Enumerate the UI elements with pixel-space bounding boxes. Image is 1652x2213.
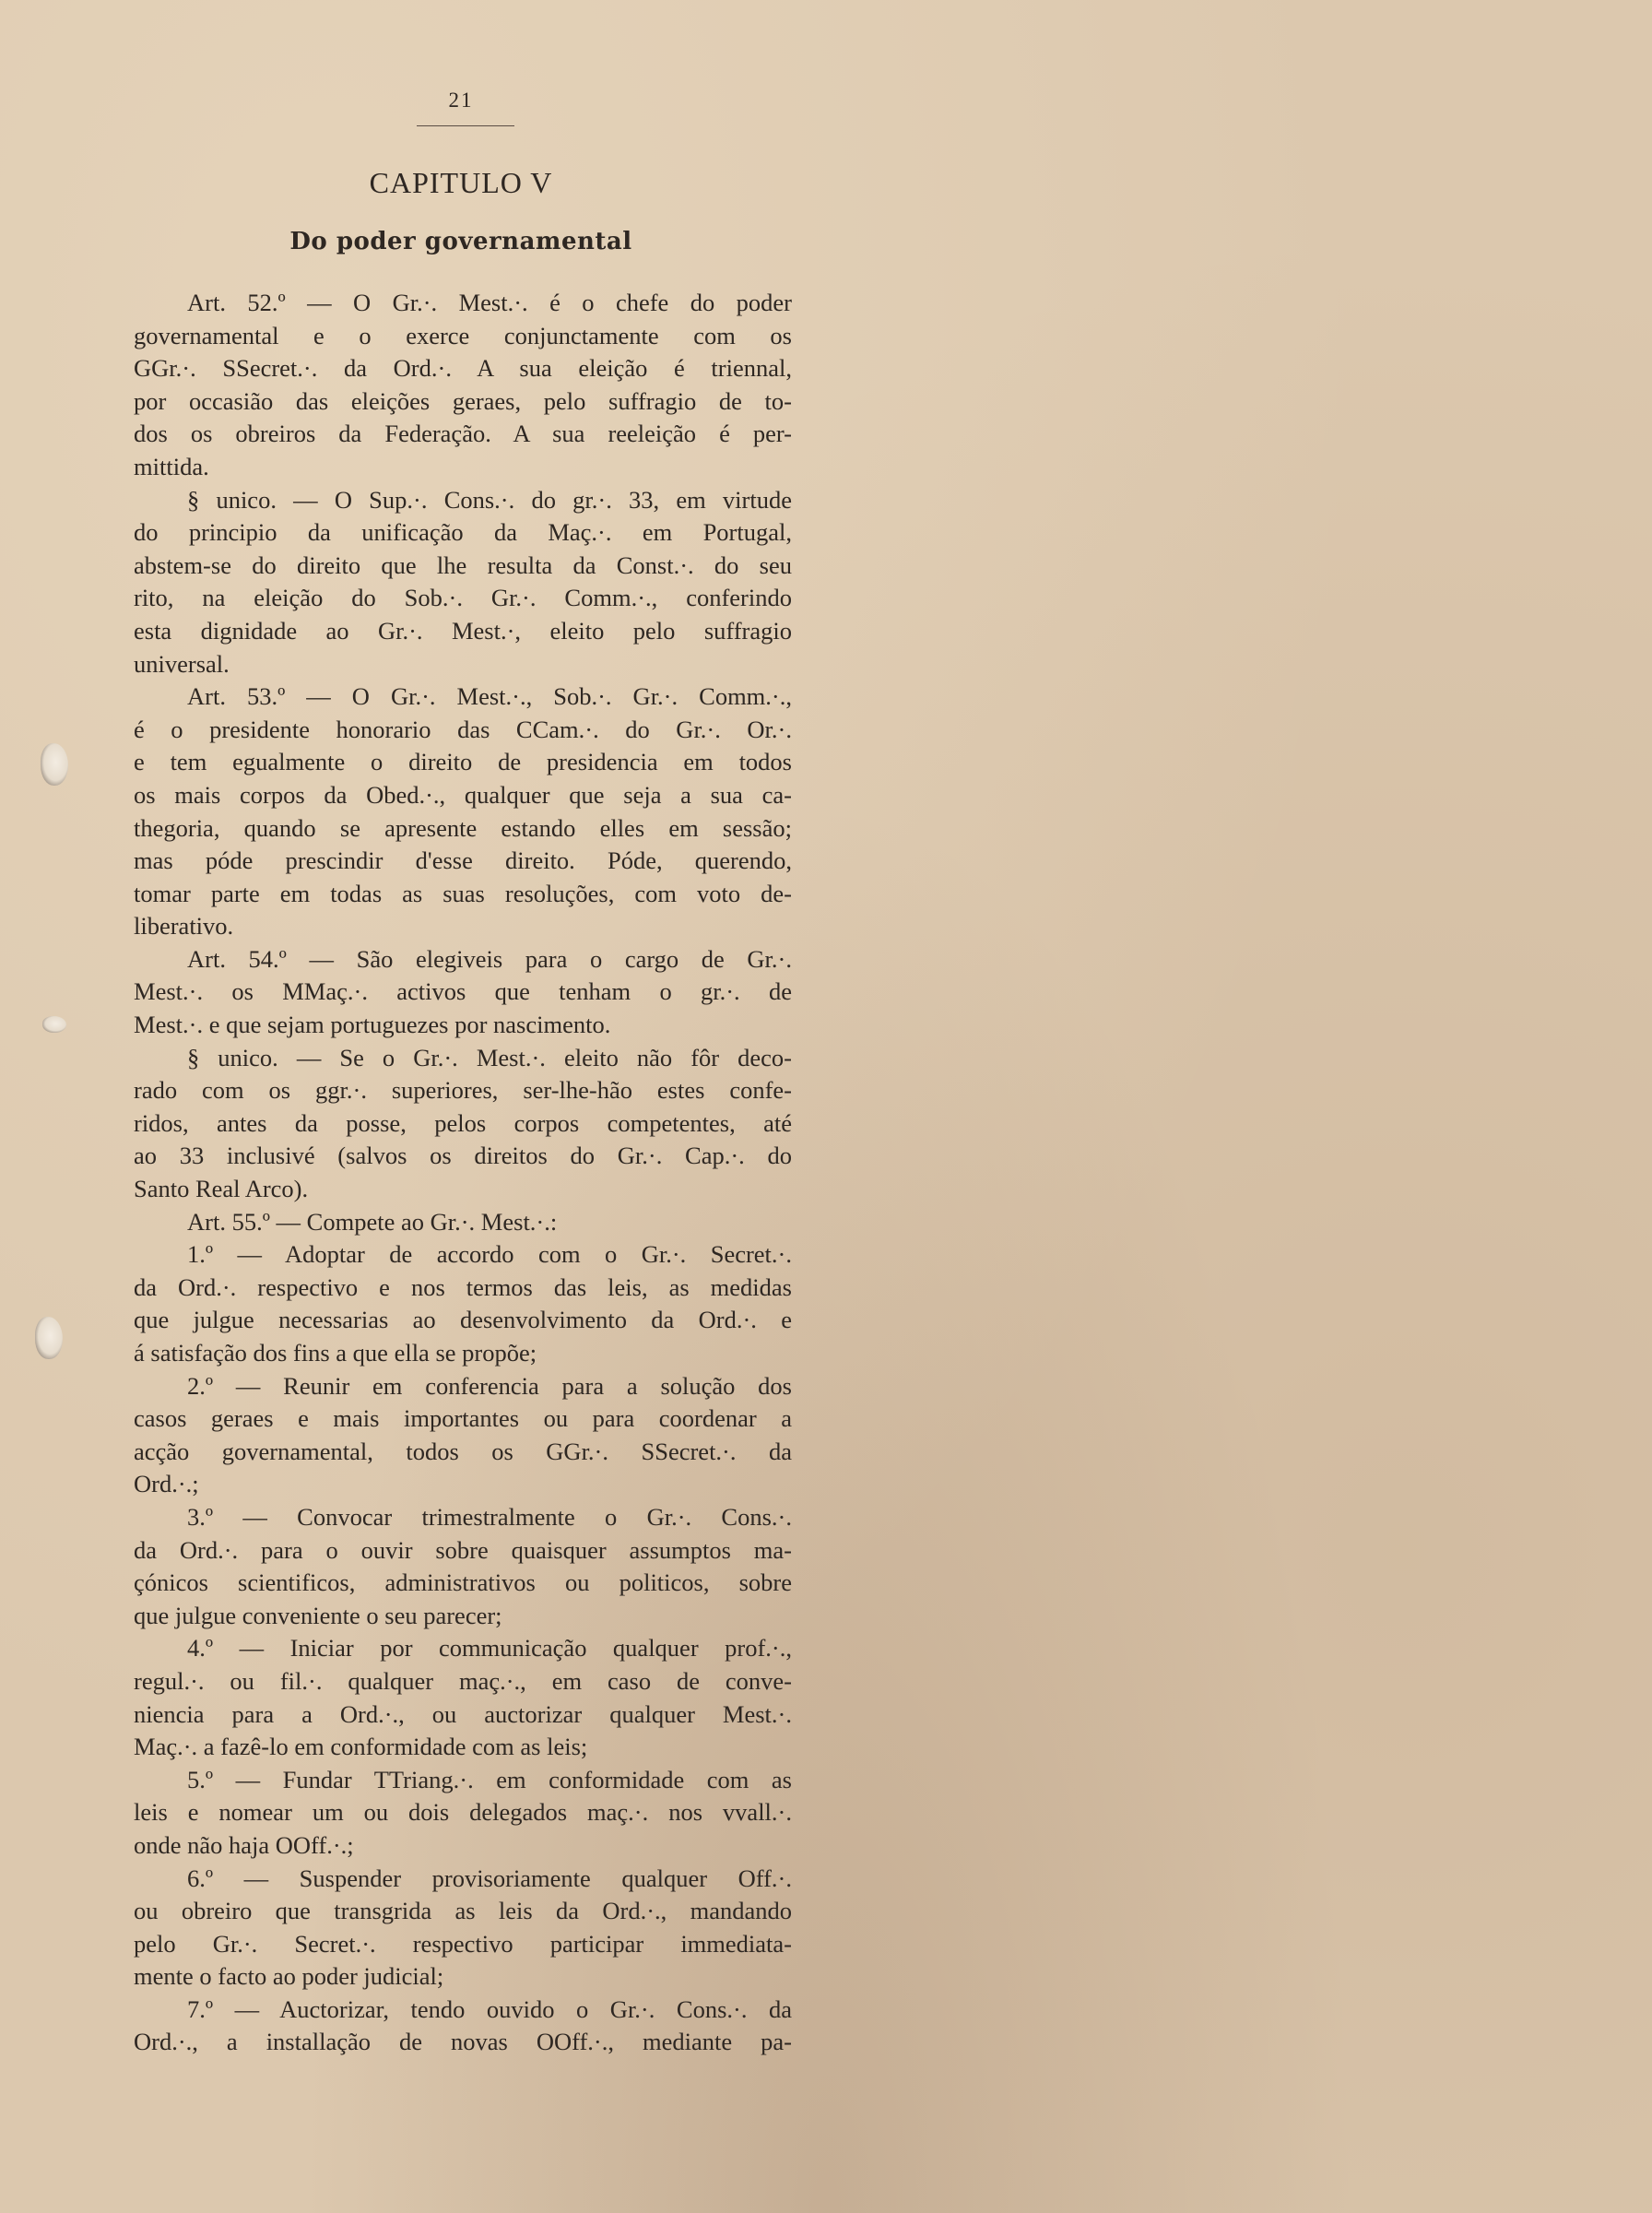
text-line: Art. 54.º — São elegiveis para o cargo de Gr.·.	[187, 944, 792, 973]
text-line: Art. 53.º — O Gr.·. Mest.·., Sob.·. Gr.·. Comm.·.,	[187, 682, 792, 711]
text-line: Ord.·., a installação de novas OOff.·., mediante pa-	[134, 2028, 792, 2056]
text-line: universal.	[134, 649, 230, 678]
text-line: da Ord.·. respectivo e nos termos das leis, as medidas	[134, 1272, 792, 1301]
text-line: rito, na eleição do Sob.·. Gr.·. Comm.·., conferindo	[134, 584, 792, 612]
text-line: abstem-se do direito que lhe resulta da Const.·. do seu	[134, 550, 792, 579]
text-line: pelo Gr.·. Secret.·. respectivo participar immediata-	[134, 1929, 792, 1958]
text-line: 5.º — Fundar TTriang.·. em conformidade com as	[187, 1765, 792, 1793]
header-rule	[417, 125, 514, 126]
text-line: çónicos scientificos, administrativos ou politicos, sobre	[134, 1568, 792, 1597]
text-line: rado com os ggr.·. superiores, ser-lhe-hão estes confe-	[134, 1076, 792, 1105]
text-line: 4.º — Iniciar por communicação qualquer prof.·.,	[187, 1634, 792, 1663]
text-line: esta dignidade ao Gr.·. Mest.·, eleito pelo suffragio	[134, 616, 792, 645]
text-line: casos geraes e mais importantes ou para coordenar a	[134, 1404, 792, 1433]
text-line: Mest.·. e que sejam portuguezes por nascimento.	[134, 1011, 611, 1039]
text-line: ou obreiro que transgrida as leis da Ord.·., mandando	[134, 1897, 792, 1925]
text-line: Mest.·. os MMaç.·. activos que tenham o gr.·. de	[134, 977, 792, 1006]
text-line: mittida.	[134, 452, 209, 480]
text-line: tomar parte em todas as suas resoluções, com voto de-	[134, 879, 792, 907]
text-line: onde não haja OOff.·.;	[134, 1830, 354, 1859]
text-line: mas póde prescindir d'esse direito. Póde, querendo,	[134, 846, 792, 875]
text-line: 2.º — Reunir em conferencia para a solução dos	[187, 1371, 792, 1400]
body-text	[134, 287, 792, 2059]
text-line: § unico. — Se o Gr.·. Mest.·. eleito não fôr deco-	[187, 1043, 792, 1071]
text-line: ridos, antes da posse, pelos corpos competentes, até	[134, 1108, 792, 1137]
text-line: 1.º — Adoptar de accordo com o Gr.·. Secret.·.	[187, 1240, 792, 1269]
text-line: por occasião das eleições geraes, pelo suffragio de to-	[134, 386, 792, 415]
text-line: regul.·. ou fil.·. qualquer maç.·., em caso de conve-	[134, 1666, 792, 1695]
text-line: 6.º — Suspender provisoriamente qualquer Off.·.	[187, 1864, 792, 1892]
text-line: da Ord.·. para o ouvir sobre quaisquer assumptos ma-	[134, 1535, 792, 1564]
text-line: mente o facto ao poder judicial;	[134, 1962, 444, 1991]
text-line: Art. 55.º — Compete ao Gr.·. Mest.·.:	[187, 1207, 558, 1236]
text-line: os mais corpos da Obed.·., qualquer que seja a sua ca-	[134, 780, 792, 809]
text-line: 3.º — Convocar trimestralmente o Gr.·. Cons.·.	[187, 1502, 792, 1531]
text-line: é o presidente honorario das CCam.·. do Gr.·. Or.·.	[134, 715, 792, 743]
text-line: Art. 52.º — O Gr.·. Mest.·. é o chefe do poder	[187, 289, 792, 316]
punch-hole	[41, 743, 68, 786]
punch-hole	[35, 1317, 63, 1359]
page-number: 21	[448, 89, 474, 112]
text-line: Santo Real Arco).	[134, 1175, 309, 1203]
text-line: § unico. — O Sup.·. Cons.·. do gr.·. 33, em virtude	[187, 485, 792, 514]
text-line: governamental e o exerce conjunctamente com os	[134, 321, 792, 349]
text-line: do principio da unificação da Maç.·. em Portugal,	[134, 518, 792, 547]
text-line: thegoria, quando se apresente estando elles em sessão;	[134, 813, 792, 842]
chapter-title: CAPITULO V	[369, 166, 553, 199]
text-line: á satisfação dos fins a que ella se propõe;	[134, 1339, 537, 1367]
text-line: GGr.·. SSecret.·. da Ord.·. A sua eleição é triennal,	[134, 354, 792, 383]
text-line: acção governamental, todos os GGr.·. SSecret.·. da	[134, 1437, 792, 1465]
text-line: dos os obreiros da Federação. A sua reeleição é per-	[134, 420, 792, 448]
section-heading: Do poder governamental	[289, 228, 632, 255]
text-line: que julgue conveniente o seu parecer;	[134, 1601, 502, 1629]
text-line: niencia para a Ord.·., ou auctorizar qualquer Mest.·.	[134, 1699, 792, 1728]
text-line: 7.º — Auctorizar, tendo ouvido o Gr.·. Cons.·. da	[187, 1994, 792, 2023]
punch-hole	[42, 1016, 66, 1033]
text-line: ao 33 inclusivé (salvos os direitos do Gr.·. Cap.·. do	[134, 1142, 792, 1170]
text-line: e tem egualmente o direito de presidencia em todos	[134, 748, 792, 776]
text-line: Ord.·.;	[134, 1470, 199, 1498]
text-line: Maç.·. a fazê-lo em conformidade com as leis;	[134, 1733, 588, 1761]
text-line: leis e nomear um ou dois delegados maç.·. nos vvall.·.	[134, 1798, 792, 1827]
text-line: que julgue necessarias ao desenvolvimento da Ord.·. e	[134, 1306, 792, 1334]
text-line: liberativo.	[134, 912, 234, 941]
